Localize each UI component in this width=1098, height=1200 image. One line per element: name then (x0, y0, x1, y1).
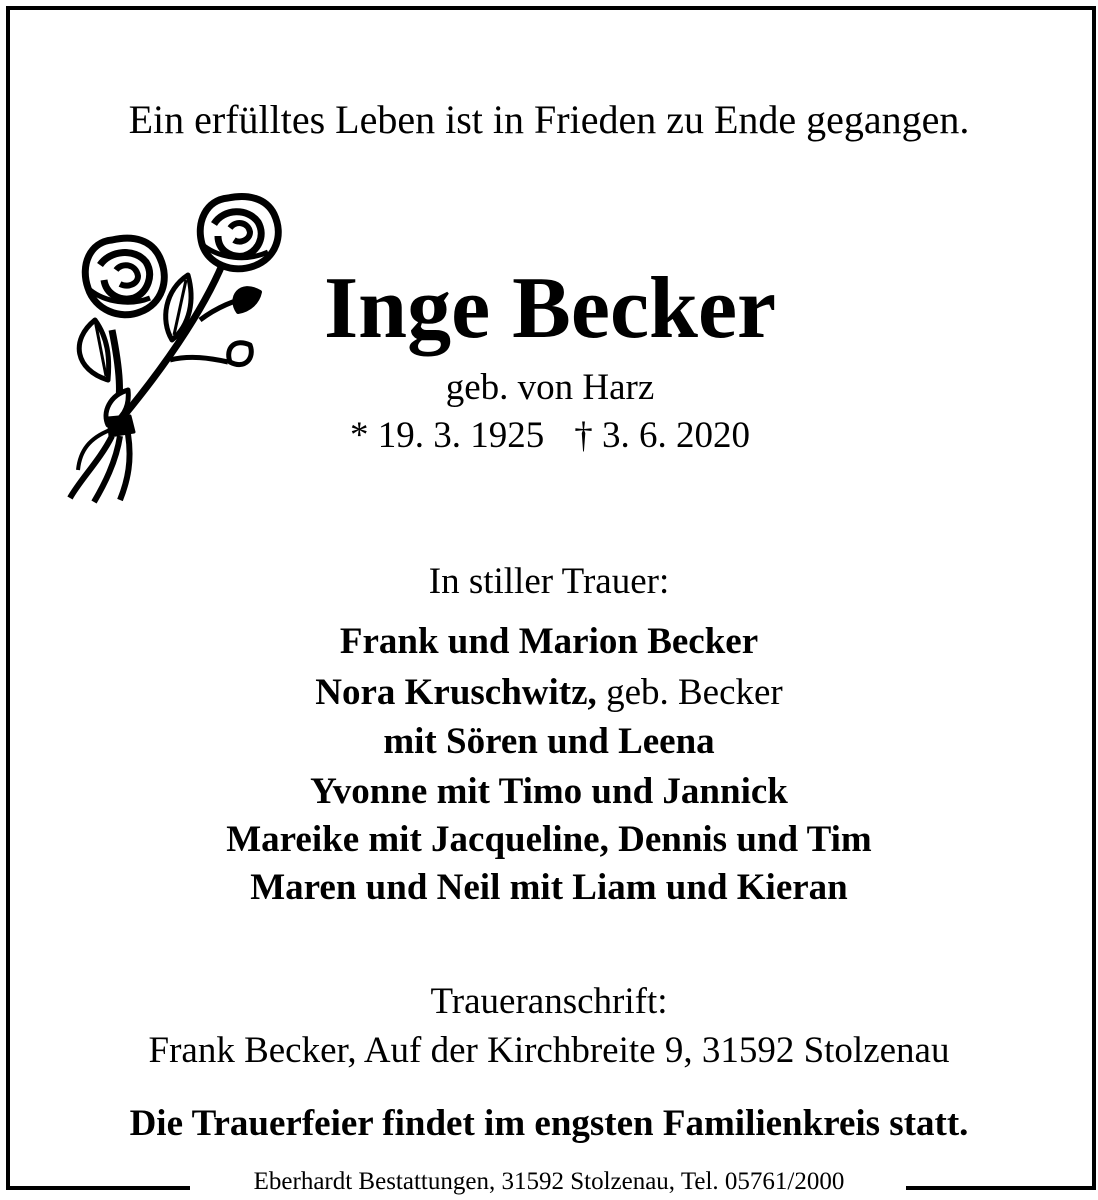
roses-icon (50, 180, 310, 520)
mourner-line: Frank und Marion Becker (339, 621, 759, 662)
mourner-line: mit Sören und Leena (383, 721, 715, 762)
death-date: † 3. 6. 2020 (574, 415, 750, 456)
deceased-name: Inge Becker (323, 260, 777, 357)
mourner-line (0, 671, 1098, 714)
motto-text: Ein erfülltes Leben ist in Frieden zu Ende gegangen. (128, 97, 970, 142)
birth-name: geb. von Harz (445, 367, 655, 408)
mourner-name: Nora Kruschwitz, (315, 672, 597, 713)
birth-date: * 19. 3. 1925 (350, 415, 545, 456)
mourners-heading: In stiller Trauer: (428, 561, 670, 602)
ceremony-note: Die Trauerfeier findet im engsten Familienkreis statt. (129, 1103, 969, 1144)
undertaker-text: Eberhardt Bestattungen, 31592 Stolzenau, Tel. 05761/2000 (250, 1168, 849, 1195)
mourner-line: Mareike mit Jacqueline, Dennis und Tim (226, 819, 872, 860)
mourning-address: Frank Becker, Auf der Kirchbreite 9, 31592 Stolzenau (148, 1030, 950, 1071)
mourner-line: Yvonne mit Timo und Jannick (310, 771, 788, 812)
undertaker-footer (0, 1168, 1098, 1196)
mourner-birth-name: geb. Becker (596, 672, 783, 713)
life-dates (310, 414, 790, 457)
mourner-line: Maren und Neil mit Liam und Kieran (250, 867, 848, 908)
address-heading: Traueranschrift: (430, 981, 668, 1022)
